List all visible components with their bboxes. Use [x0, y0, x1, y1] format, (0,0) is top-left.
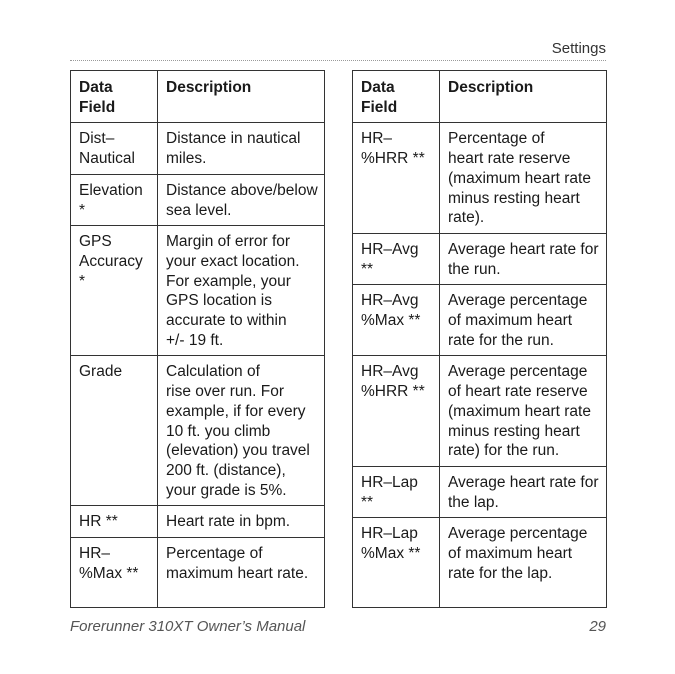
table-row: [71, 226, 325, 356]
header-divider: [70, 60, 606, 61]
description-cell: Distance above/below sea level.: [158, 174, 325, 225]
table-row: [353, 123, 607, 234]
table-row: [353, 356, 607, 467]
description-cell: Calculation of rise over run. For example, if for every 10 ft. you climb (elevation) you travel 200 ft. (distance), your grade is 5%.: [158, 356, 325, 506]
table-row: [353, 233, 607, 284]
field-name-cell: GPS Accuracy *: [71, 226, 158, 356]
field-name-cell: HR– %HRR **: [353, 123, 440, 234]
column-header-description: Description: [158, 71, 325, 123]
field-name-cell: Elevation *: [71, 174, 158, 225]
table-header-row: [71, 71, 325, 123]
field-name-cell: HR–Avg %Max **: [353, 285, 440, 356]
data-fields-table-right: [352, 70, 607, 608]
table-row: [71, 123, 325, 174]
data-fields-table-left: [70, 70, 325, 608]
field-name-cell: HR **: [71, 506, 158, 538]
table-row: [353, 285, 607, 356]
description-cell: Average heart rate for the run.: [440, 233, 607, 284]
table-row: [71, 174, 325, 225]
description-cell: Average percentage of maximum heart rate for the run.: [440, 285, 607, 356]
field-name-cell: HR– %Max **: [71, 538, 158, 608]
field-name-cell: HR–Avg %HRR **: [353, 356, 440, 467]
description-cell: Percentage of maximum heart rate.: [158, 538, 325, 608]
column-header-description: Description: [440, 71, 607, 123]
field-name-cell: HR–Lap %Max **: [353, 518, 440, 608]
column-header-data-field: Data Field: [353, 71, 440, 123]
description-cell: Distance in nautical miles.: [158, 123, 325, 174]
table-row: [71, 506, 325, 538]
field-name-cell: Dist– Nautical: [71, 123, 158, 174]
page-number: 29: [589, 618, 606, 635]
description-cell: Average percentage of heart rate reserve (maximum heart rate minus resting heart rate) for the run.: [440, 356, 607, 467]
description-cell: Margin of error for your exact location. For example, your GPS location is accurate to within +/- 19 ft.: [158, 226, 325, 356]
field-name-cell: HR–Avg **: [353, 233, 440, 284]
manual-title: Forerunner 310XT Owner’s Manual: [70, 618, 306, 635]
table-row: [353, 466, 607, 517]
column-header-data-field: Data Field: [71, 71, 158, 123]
section-header: Settings: [551, 40, 606, 57]
field-name-cell: Grade: [71, 356, 158, 506]
table-row: [71, 538, 325, 608]
table-header-row: [353, 71, 607, 123]
table-row: [353, 518, 607, 608]
field-name-cell: HR–Lap **: [353, 466, 440, 517]
table-row: [71, 356, 325, 506]
description-cell: Percentage of heart rate reserve (maximum heart rate minus resting heart rate).: [440, 123, 607, 234]
description-cell: Heart rate in bpm.: [158, 506, 325, 538]
description-cell: Average heart rate for the lap.: [440, 466, 607, 517]
description-cell: Average percentage of maximum heart rate for the lap.: [440, 518, 607, 608]
